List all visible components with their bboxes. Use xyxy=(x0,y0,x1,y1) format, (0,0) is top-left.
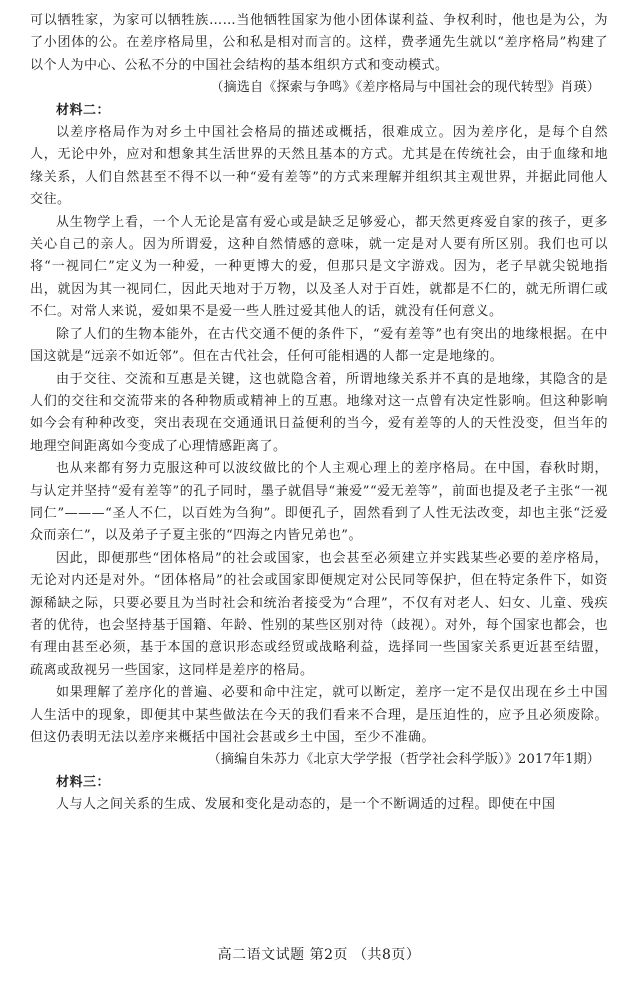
paragraph: 如果理解了差序化的普遍、必要和命中注定，就可以断定，差序一定不是仅出现在乡土中国人生活中的现象，即便其中某些做法在今天的我们看来不合理，是压迫性的，应予且必须废除。但这仍表明无法以差序来概括中国社会甚或乡土中国，至少不准确。 xyxy=(30,685,608,745)
page-footer: 高二语文试题 第2页 （共8页） xyxy=(217,947,421,963)
paragraph-continued: 可以牺牲家，为家可以牺牲族……当他牺牲国家为他小团体谋利益、争权利时，他也是为公，为了小团体的公。在差序格局里，公和私是相对而言的。这样，费孝通先生就以“差序格局”构建了以个人为中心、公私不分的中国社会结构的基本组织方式和变动模式。 xyxy=(30,13,608,73)
source-citation-1: （摘选自《探索与争鸣》《差序格局与中国社会的现代转型》肖瑛） xyxy=(210,80,600,96)
paragraph: 以差序格局作为对乡土中国社会格局的描述或概括，很难成立。因为差序化，是每个自然人，无论中外，应对和想象其生活世界的天然且基本的方式。尤其是在传统社会，由于血缘和地缘关系，人们自然甚至不得不以一种“爱有差等”的方式来理解并组织其主观世界，并据此同他人交往。 xyxy=(30,125,608,208)
paragraph: 也从来都有努力克服这种可以波纹做比的个人主观心理上的差序格局。在中国，春秋时期，与认定并坚持“爱有差等”的孔子同时，墨子就倡导“兼爱”“爱无差等”，前面也提及老子主张“一视同仁”———“圣人不仁，以百姓为刍狗”。即便孔子，固然看到了人性无法改变，却也主张“泛爱众而亲仁”，以及弟子子夏主张的“四海之内皆兄弟也”。 xyxy=(30,461,608,544)
source-citation-2: （摘编自朱苏力《北京大学学报（哲学社会科学版）》2017年1期） xyxy=(207,752,600,768)
material-three-heading: 材料三： xyxy=(56,774,111,790)
paragraph: 因此，即便那些“团体格局”的社会或国家，也会甚至必须建立并实践某些必要的差序格局，无论对内还是对外。“团体格局”的社会或国家即便规定对公民同等保护，但在特定条件下，如资源稀缺之际，只要必要且为当时社会和统治者接受为“合理”，不仅有对老人、妇女、儿童、残疾者的优待，也会坚持基于国籍、年龄、性别的某些区别对待（歧视）。对外，每个国家也都会，也有理由甚至必须，基于本国的意识形态或经贸或战略利益，选择同一些国家关系更近甚至结盟，疏离或敌视另一些国家，这同样是差序的格局。 xyxy=(30,550,608,678)
paragraph: 由于交往、交流和互惠是关键，这也就隐含着，所谓地缘关系并不真的是地缘，其隐含的是人们的交往和交流带来的各种物质或精神上的互惠。地缘对这一点曾有决定性影响。但这种影响如今会有种种改变，突出表现在交通通讯日益便利的当今，爱有差等的人的天性没变，但当年的地理空间距离如今变成了心理情感距离了。 xyxy=(30,371,608,454)
paragraph: 除了人们的生物本能外，在古代交通不便的条件下，“爱有差等”也有突出的地缘根据。在中国这就是“远亲不如近邻”。但在古代社会，任何可能相遇的人都一定是地缘的。 xyxy=(30,326,608,365)
material-two-heading: 材料二： xyxy=(56,102,111,118)
paragraph: 人与人之间关系的生成、发展和变化是动态的，是一个不断调适的过程。即使在中国 xyxy=(56,797,556,813)
paragraph: 从生物学上看，一个人无论是富有爱心或是缺乏足够爱心，都天然更疼爱自家的孩子，更多关心自己的亲人。因为所谓爱，这种自然情感的意味，就一定是对人要有所区别。我们也可以将“一视同仁”定义为一种爱，一种更博大的爱，但那只是文字游戏。因为，老子早就尖锐地指出，就因为其一视同仁，因此天地对于万物，以及圣人对于百姓，就都是不仁的，就无所谓仁或不仁。对常人来说，爱如果不是爱一些人胜过爱其他人的话，就没有任何意义。 xyxy=(30,214,608,320)
